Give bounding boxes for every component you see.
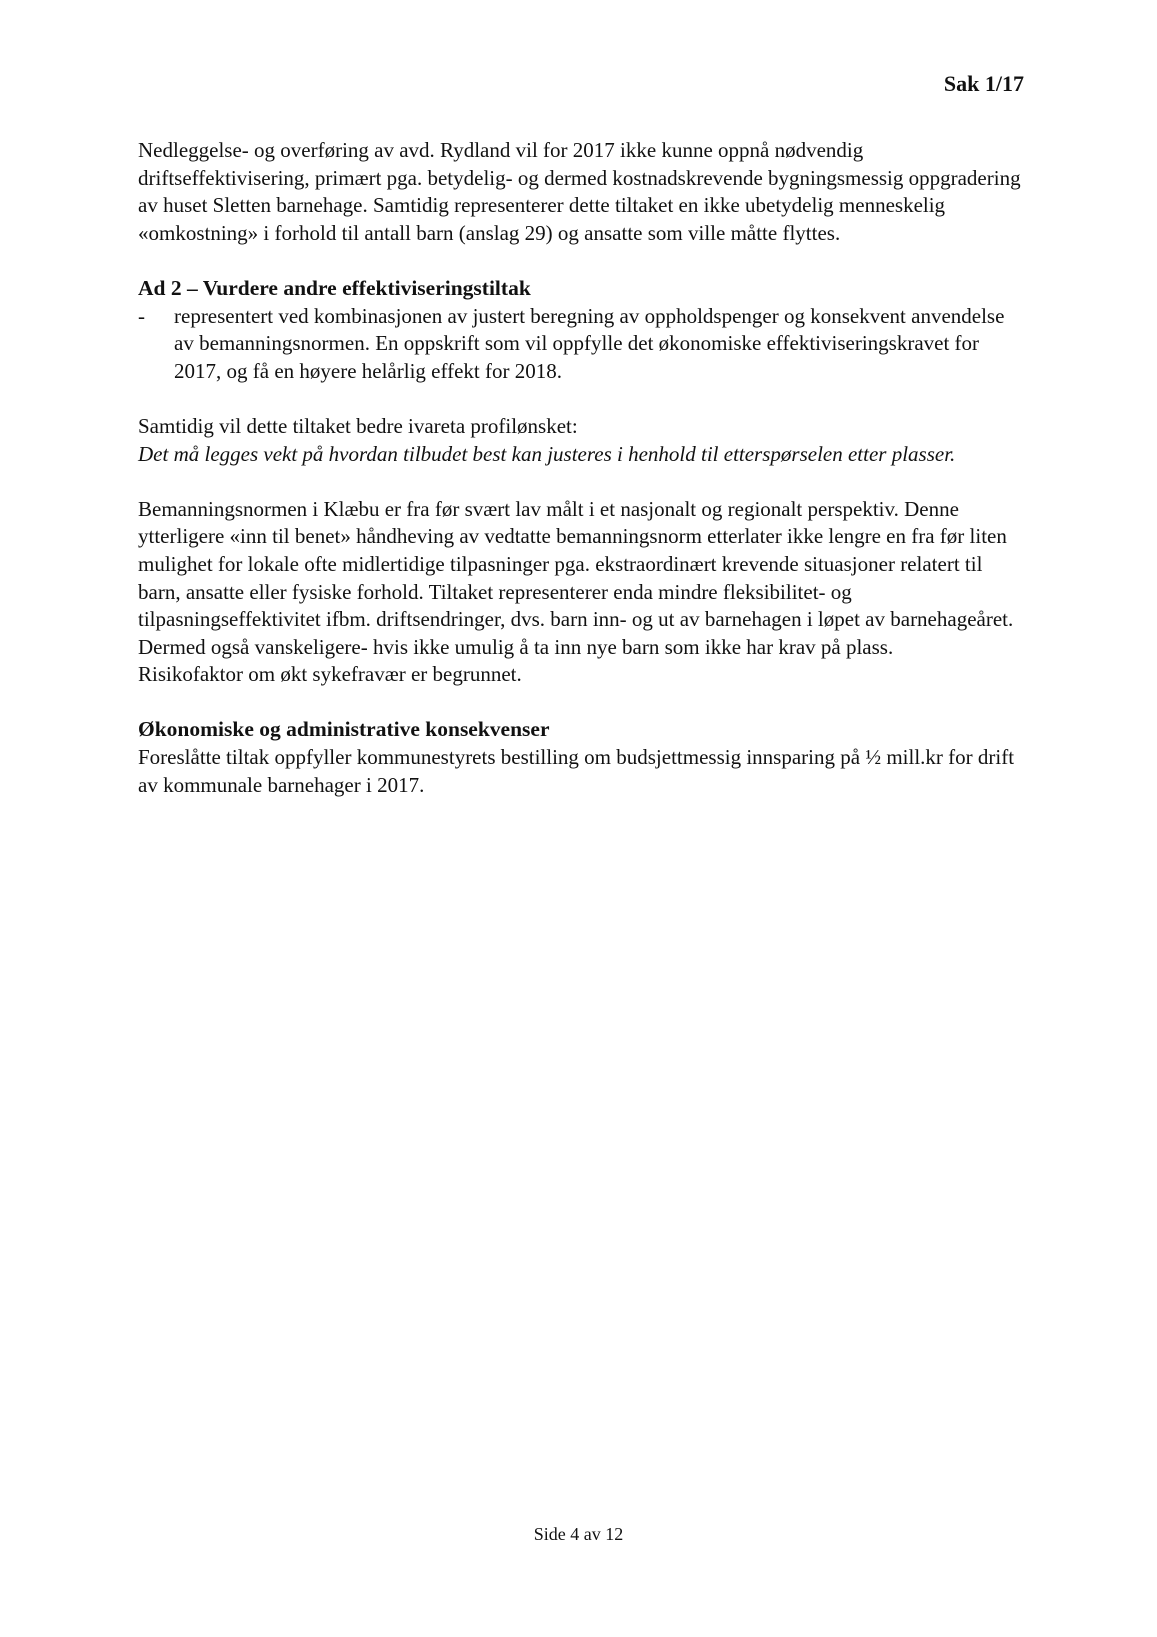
case-reference: Sak 1/17 xyxy=(943,71,1024,96)
heading-ad2: Ad 2 – Vurdere andre effektiviseringstiltak xyxy=(138,275,531,300)
spacer xyxy=(138,689,1028,717)
paragraph-profile-quote: Det må legges vekt på hvordan tilbudet best kan justeres i henhold til etterspørselen etter plasser. xyxy=(138,441,956,466)
paragraph-closure-transfer: Nedleggelse- og overføring av avd. Rydland vil for 2017 ikke kunne oppnå nødvendig driftseffektivisering, primært pga. betydelig- og dermed kostnadskrevende bygningsmessig oppgradering av huset Sletten barnehage. Samtidig representerer dette tiltaket en ikke ubetydelig menneskelig «omkostning» i forhold til antall barn (anslag 29) og ansatte som ville måtte flyttes. xyxy=(138,138,1021,245)
heading-economic-consequences: Økonomiske og administrative konsekvenser xyxy=(138,717,550,742)
page-number: Side 4 av 12 xyxy=(533,1524,624,1544)
paragraph-profile: Samtidig vil dette tiltaket bedre ivareta profilønsket: xyxy=(138,413,578,438)
document-body xyxy=(138,137,1028,799)
spacer xyxy=(138,468,1028,496)
bullet-item xyxy=(138,303,1028,386)
paragraph-economic: Foreslåtte tiltak oppfyller kommunestyrets bestilling om budsjettmessig innsparing på ½ mill.kr for drift av kommunale barnehager i 2017. xyxy=(138,745,1015,797)
paragraph-staffing-norm: Bemanningsnormen i Klæbu er fra før svært lav målt i et nasjonalt og regionalt perspektiv. Denne ytterligere «inn til benet» håndheving av vedtatte bemanningsnorm etterlater ikke lengre en fra før liten mulighet for lokale ofte midlertidige tilpasninger pga. ekstraordinært krevende situasjoner relatert til barn, ansatte eller fysiske forhold. Tiltaket representerer enda mindre fleksibilitet- og tilpasningseffektivitet ifbm. driftsendringer, dvs. barn inn- og ut av barnehagen i løpet av barnehageåret. Dermed også vanskeligere- hvis ikke umulig å ta inn nye barn som ikke har krav på plass. xyxy=(138,496,1014,659)
bullet-dash: - xyxy=(138,303,145,328)
paragraph-risk: Risikofaktor om økt sykefravær er begrunnet. xyxy=(138,662,522,687)
bullet-text: representert ved kombinasjonen av justert beregning av oppholdspenger og konsekvent anvendelse av bemanningsnormen. En oppskrift som vil oppfylle det økonomiske effektiviseringskravet for 2017, og få en høyere helårlig effekt for 2018. xyxy=(174,303,1005,383)
spacer xyxy=(138,247,1028,275)
spacer xyxy=(138,385,1028,413)
